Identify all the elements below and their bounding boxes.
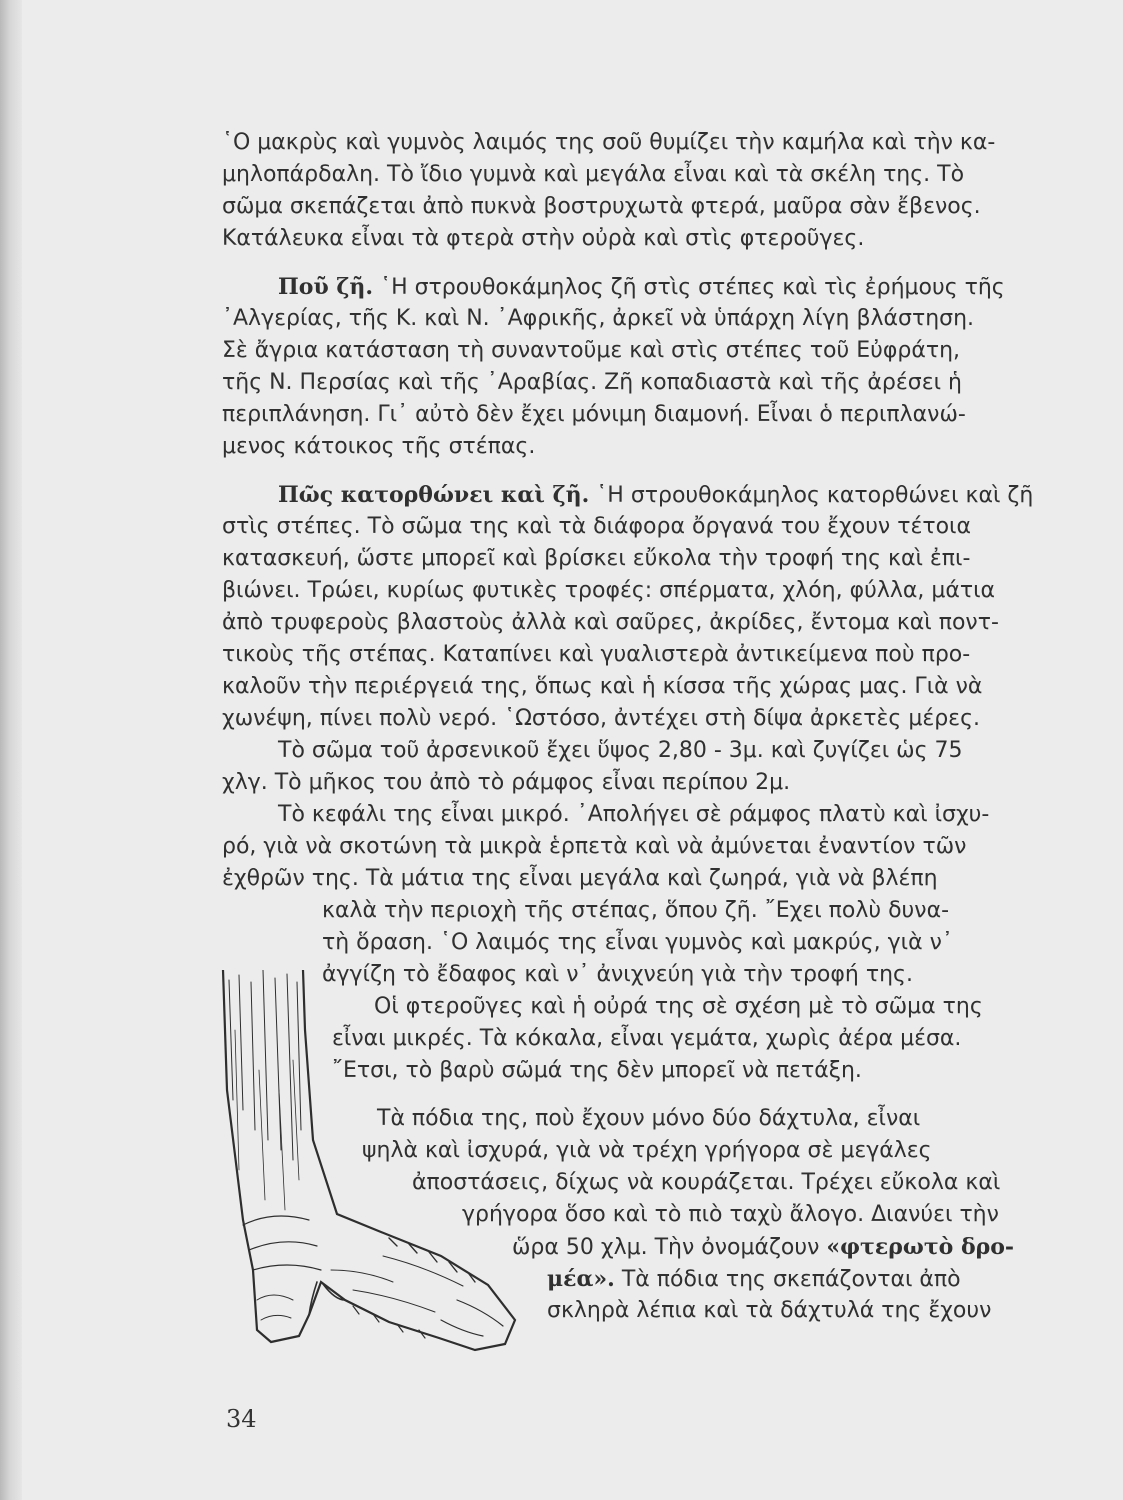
text-line: περιπλάνηση. Γι᾽ αὐτὸ δὲν ἔχει μόνιμη διαμονή. Εἶναι ὁ περιπλανώ- [222,402,966,427]
text-line: καλὰ τὴν περιοχὴ τῆς στέπας, ὅπου ζῆ. ῎Εχει πολὺ δυνα- [322,898,950,923]
text-line: ἀπὸ τρυφεροὺς βλαστοὺς ἀλλὰ καὶ σαῦρες, ἀκρίδες, ἔντομα καὶ ποντ- [222,610,999,635]
emphasis-quote: μέα». [547,1266,615,1292]
text-line: ἀποστάσεις, δίχως νὰ κουράζεται. Τρέχει εὔκολα καὶ [412,1170,1001,1195]
text-line: εἶναι μικρές. Τὰ κόκαλα, εἶναι γεμάτα, χωρὶς ἀέρα μέσα. [332,1026,962,1051]
text-line: καλοῦν τὴν περιέργειά της, ὅπως καὶ ἡ κίσσα τῆς χώρας μας. Γιὰ νὰ [222,674,983,699]
section-heading: Ποῦ ζῆ. [278,274,374,300]
text-line: μηλοπάρδαλη. Τὸ ἴδιο γυμνὰ καὶ μεγάλα εἶναι καὶ τὰ σκέλη της. Τὸ [222,162,965,187]
text-line: Τὰ πόδια της, ποὺ ἔχουν μόνο δύο δάχτυλα, εἶναι [377,1106,921,1131]
text-line: ρό, γιὰ νὰ σκοτώνη τὰ μικρὰ ἑρπετὰ καὶ νὰ ἀμύνεται ἐναντίον τῶν [222,834,967,859]
text-line: ψηλὰ καὶ ἰσχυρά, γιὰ νὰ τρέχη γρήγορα σὲ μεγάλες [362,1138,932,1163]
text-line: ῾Ο μακρὺς καὶ γυμνὸς λαιμός της σοῦ θυμίζει τὴν καμήλα καὶ τὴν κα- [222,130,996,155]
emphasis-quote: «φτερωτὸ δρο- [826,1234,1015,1260]
text-line: χλγ. Τὸ μῆκος του ἀπὸ τὸ ράμφος εἶναι περίπου 2μ. [222,770,791,795]
text-line: τὴ ὅραση. ῾Ο λαιμός της εἶναι γυμνὸς καὶ μακρύς, γιὰ ν᾽ [322,930,953,955]
page-spine-shadow [0,0,22,1500]
text-line: τικοὺς τῆς στέπας. Καταπίνει καὶ γυαλιστερὰ ἀντικείμενα ποὺ προ- [222,642,971,667]
page-number: 34 [226,1405,257,1433]
text-line: Πῶς κατορθώνει καὶ ζῆ. ῾Η στρουθοκάμηλος κατορθώνει καὶ ζῆ [278,482,1034,508]
text-line: τῆς Ν. Περσίας καὶ τῆς ᾽Αραβίας. Ζῆ κοπαδιαστὰ καὶ τῆς ἀρέσει ἡ [222,370,962,395]
text-line: μενος κάτοικος τῆς στέπας. [222,434,536,459]
text-line: ὥρα 50 χλμ. Τὴν ὀνομάζουν «φτερωτὸ δρο- [512,1234,1015,1260]
text-line: Τὸ κεφάλι της εἶναι μικρό. ᾽Απολήγει σὲ ράμφος πλατὺ καὶ ἰσχυ- [278,802,990,827]
text-line: Τὸ σῶμα τοῦ ἀρσενικοῦ ἔχει ὕψος 2,80 - 3μ. καὶ ζυγίζει ὡς 75 [278,738,963,763]
text-line: ᾽Αλγερίας, τῆς Κ. καὶ Ν. ᾽Αφρικῆς, ἀρκεῖ νὰ ὑπάρχη λίγη βλάστηση. [222,306,975,331]
text-line: ῎Ετσι, τὸ βαρὺ σῶμά της δὲν μπορεῖ νὰ πετάξη. [332,1058,862,1083]
text-line: μέα». Τὰ πόδια της σκεπάζονται ἀπὸ [547,1266,961,1292]
text-line: ἐχθρῶν της. Τὰ μάτια της εἶναι μεγάλα καὶ ζωηρά, γιὰ νὰ βλέπη [222,866,938,891]
text-line: Κατάλευκα εἶναι τὰ φτερὰ στὴν οὐρὰ καὶ στὶς φτεροῦγες. [222,226,865,251]
text-line: Οἱ φτεροῦγες καὶ ἡ οὐρά της σὲ σχέση μὲ τὸ σῶμα της [374,994,983,1019]
text-line: χωνέψη, πίνει πολὺ νερό. ῾Ωστόσο, ἀντέχει στὴ δίψα ἀρκετὲς μέρες. [222,706,980,731]
text-line: ἀγγίζη τὸ ἔδαφος καὶ ν᾽ ἀνιχνεύη γιὰ τὴν τροφή της. [322,962,913,987]
text-line: βιώνει. Τρώει, κυρίως φυτικὲς τροφές: σπέρματα, χλόη, φύλλα, μάτια [222,578,996,603]
ostrich-foot-illustration [213,970,521,1360]
text-line: σῶμα σκεπάζεται ἀπὸ πυκνὰ βοστρυχωτὰ φτερά, μαῦρα σὰν ἔβενος. [222,194,981,219]
text-line: Σὲ ἄγρια κατάσταση τὴ συναντοῦμε καὶ στὶς στέπες τοῦ Εὐφράτη, [222,338,961,363]
text-line: κατασκευή, ὥστε μπορεῖ καὶ βρίσκει εὔκολα τὴν τροφή της καὶ ἐπι- [222,546,971,571]
text-line: Ποῦ ζῆ. ῾Η στρουθοκάμηλος ζῆ στὶς στέπες καὶ τὶς ἐρήμους τῆς [278,274,1005,300]
text-line: γρήγορα ὅσο καὶ τὸ πιὸ ταχὺ ἄλογο. Διανύει τὴν [462,1202,999,1227]
text-line: στὶς στέπες. Τὸ σῶμα της καὶ τὰ διάφορα ὄργανά του ἔχουν τέτοια [222,514,971,539]
text-line: σκληρὰ λέπια καὶ τὰ δάχτυλά της ἔχουν [547,1298,992,1323]
section-heading: Πῶς κατορθώνει καὶ ζῆ. [278,482,590,508]
